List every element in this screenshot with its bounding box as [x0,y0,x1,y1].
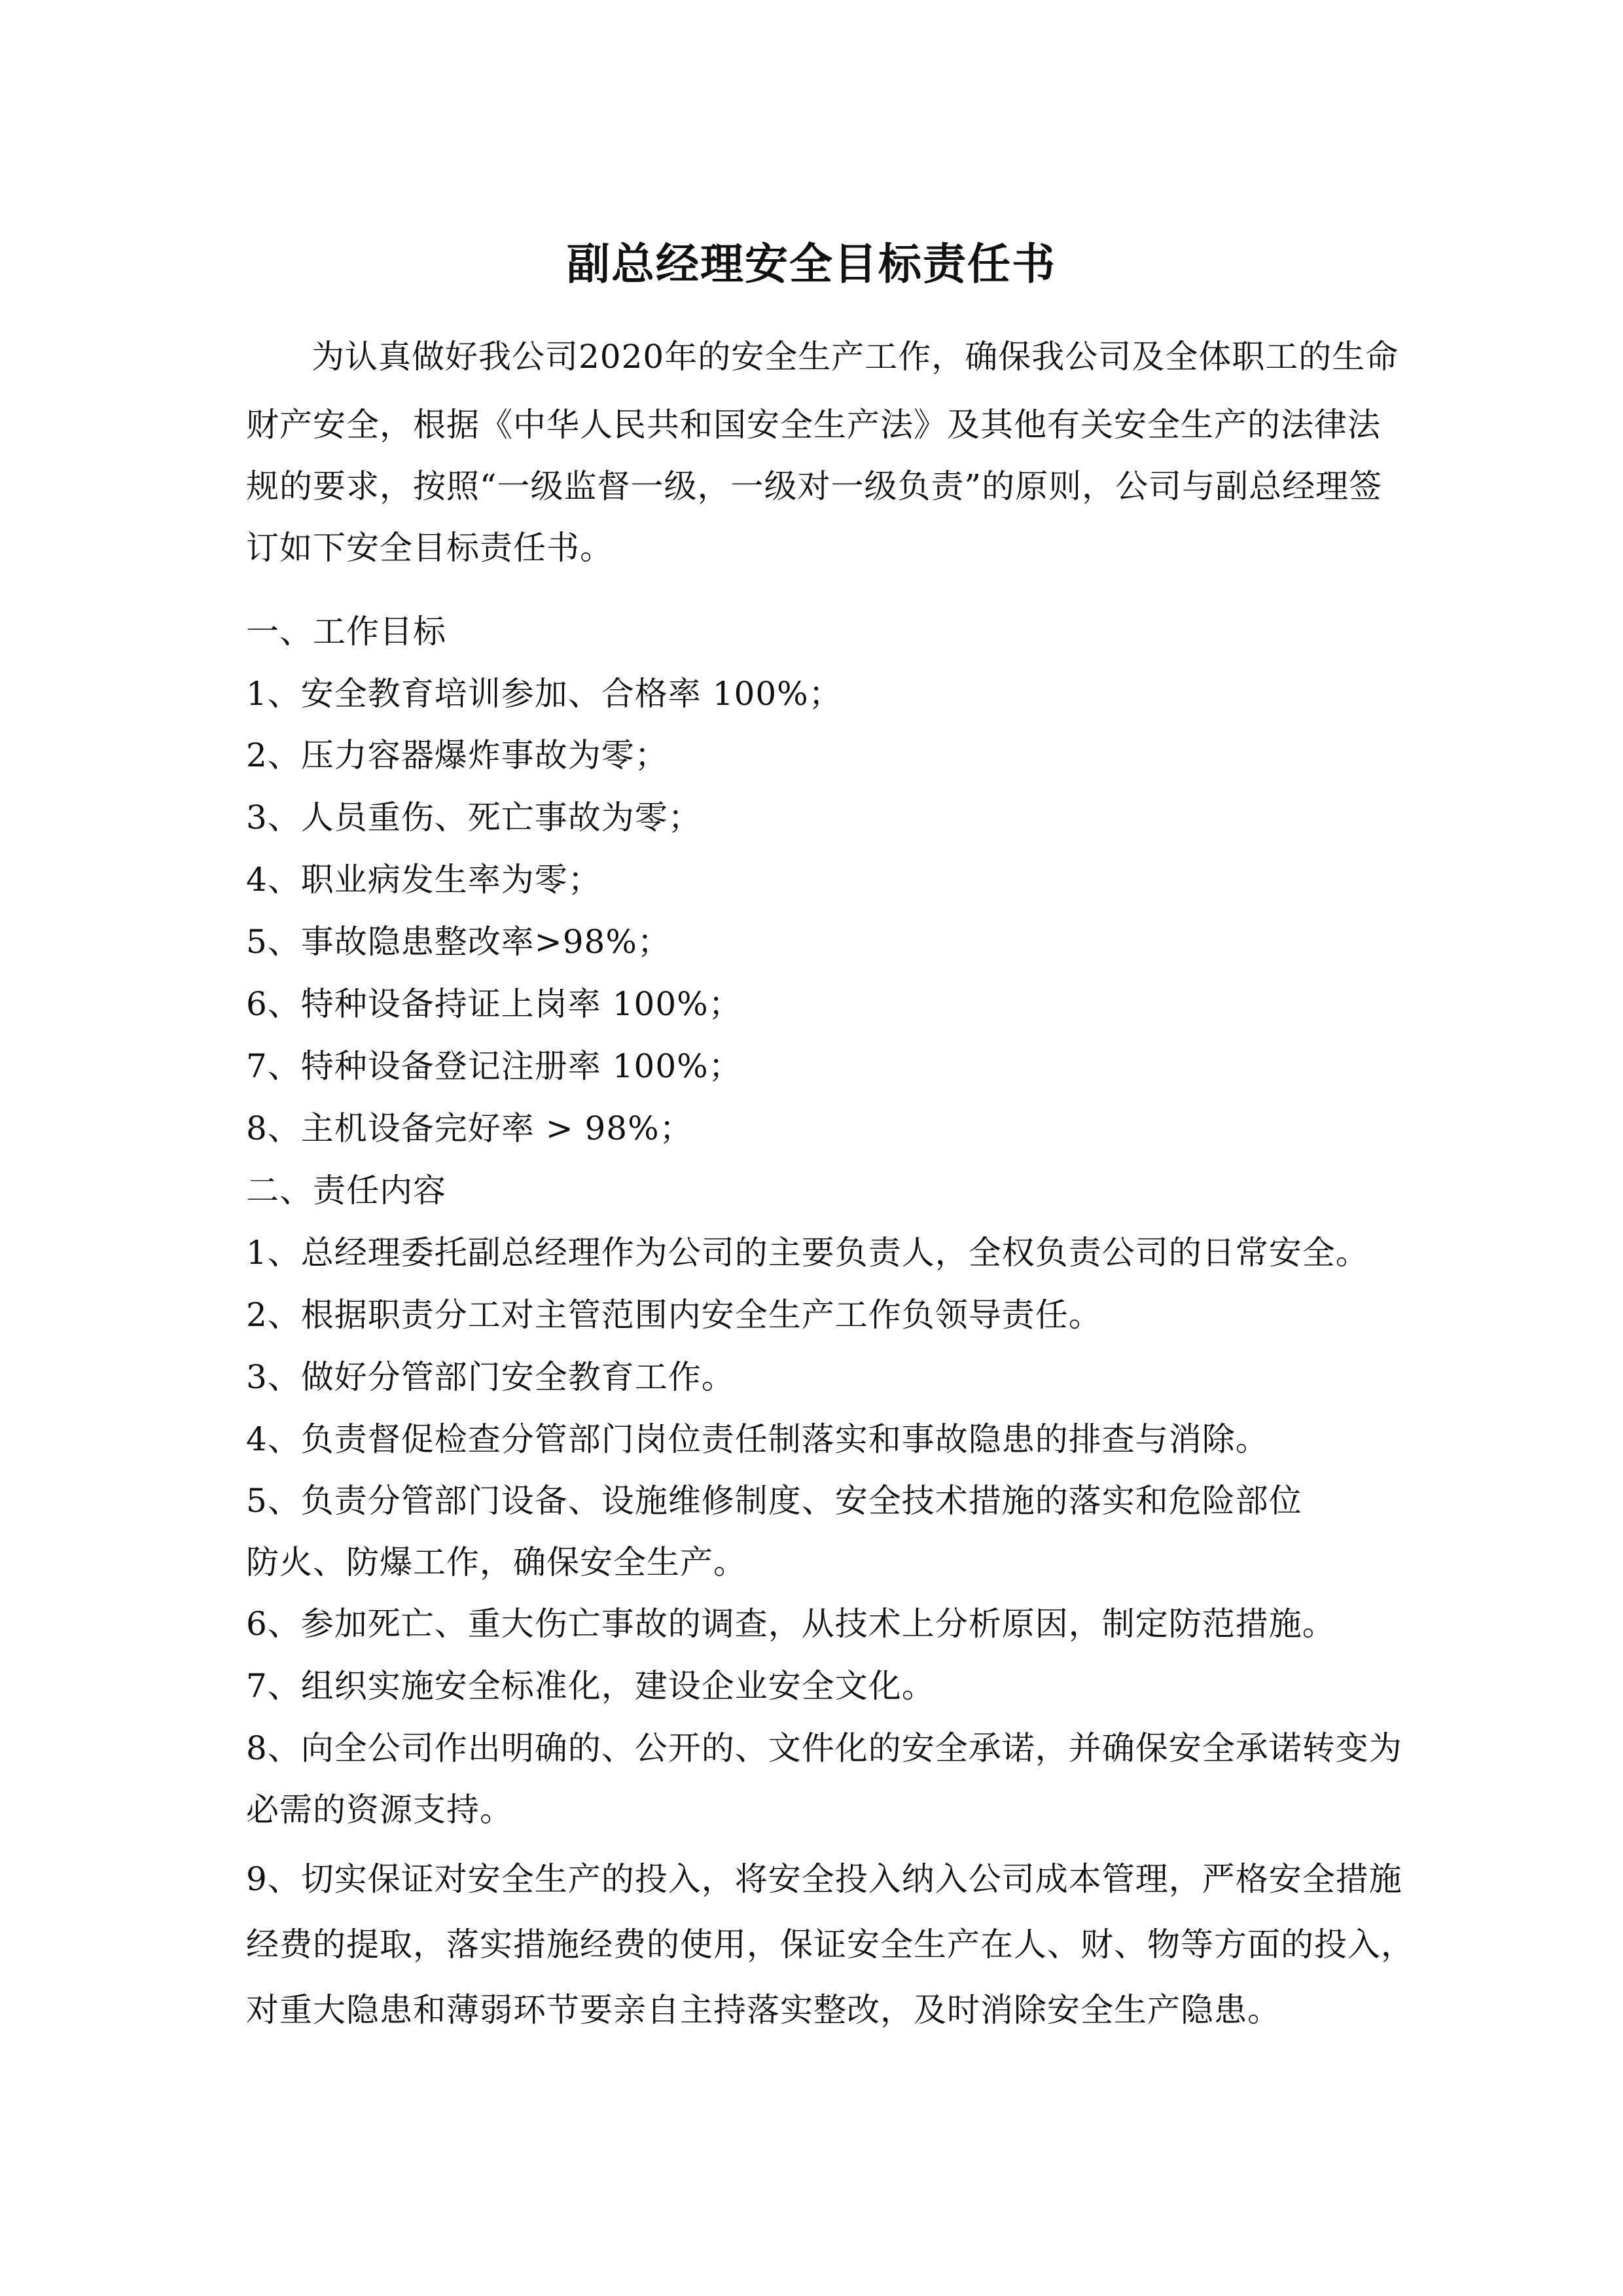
responsibility-item: 4、负责督促检查分管部门岗位责任制落实和事故隐患的排查与消除。 [246,1420,1269,1458]
goal-item: 5、事故隐患整改率>98%； [246,923,671,961]
goal-item: 8、主机设备完好率 > 98%； [246,1109,693,1147]
responsibility-item: 1、总经理委托副总经理作为公司的主要负责人，全权负责公司的日常安全。 [246,1234,1369,1272]
intro-line: 规的要求，按照“一级监督一级，一级对一级负责”的原则，公司与副总经理签 [246,467,1383,505]
responsibility-item: 2、根据职责分工对主管范围内安全生产工作负领导责任。 [246,1296,1102,1334]
goal-item: 1、安全教育培训参加、合格率 100%； [246,675,842,713]
section-heading-responsibilities: 二、责任内容 [246,1172,446,1210]
intro-line: 财产安全，根据《中华人民共和国安全生产法》及其他有关安全生产的法律法 [246,406,1381,444]
section-heading-goals: 一、工作目标 [246,613,446,651]
goal-item: 6、特种设备持证上岗率 100%； [246,985,742,1023]
responsibility-item: 3、做好分管部门安全教育工作。 [246,1358,735,1396]
document-title: 副总经理安全目标责任书 [567,239,1056,289]
intro-line: 为认真做好我公司2020年的安全生产工作，确保我公司及全体职工的生命 [312,338,1399,376]
responsibility-item: 8、向全公司作出明确的、公开的、文件化的安全承诺，并确保安全承诺转变为 [246,1729,1402,1767]
responsibility-item: 防火、防爆工作，确保安全生产。 [246,1543,747,1581]
responsibility-item: 7、组织实施安全标准化，建设企业安全文化。 [246,1667,935,1705]
goal-item: 4、职业病发生率为零； [246,861,601,899]
goal-item: 3、人员重伤、死亡事故为零； [246,798,702,836]
responsibility-item: 9、切实保证对安全生产的投入，将安全投入纳入公司成本管理，严格安全措施 [246,1860,1402,1898]
responsibility-item: 对重大隐患和薄弱环节要亲自主持落实整改，及时消除安全生产隐患。 [246,1991,1281,2029]
responsibility-item: 必需的资源支持。 [246,1791,513,1829]
goal-item: 7、特种设备登记注册率 100%； [246,1047,742,1085]
intro-line: 订如下安全目标责任书。 [246,529,613,567]
responsibility-item: 经费的提取，落实措施经费的使用，保证安全生产在人、财、物等方面的投入， [246,1926,1414,1964]
goal-item: 2、压力容器爆炸事故为零； [246,736,668,774]
responsibility-item: 5、负责分管部门设备、设施维修制度、安全技术措施的落实和危险部位 [246,1482,1302,1520]
responsibility-item: 6、参加死亡、重大伤亡事故的调查，从技术上分析原因，制定防范措施。 [246,1605,1336,1643]
